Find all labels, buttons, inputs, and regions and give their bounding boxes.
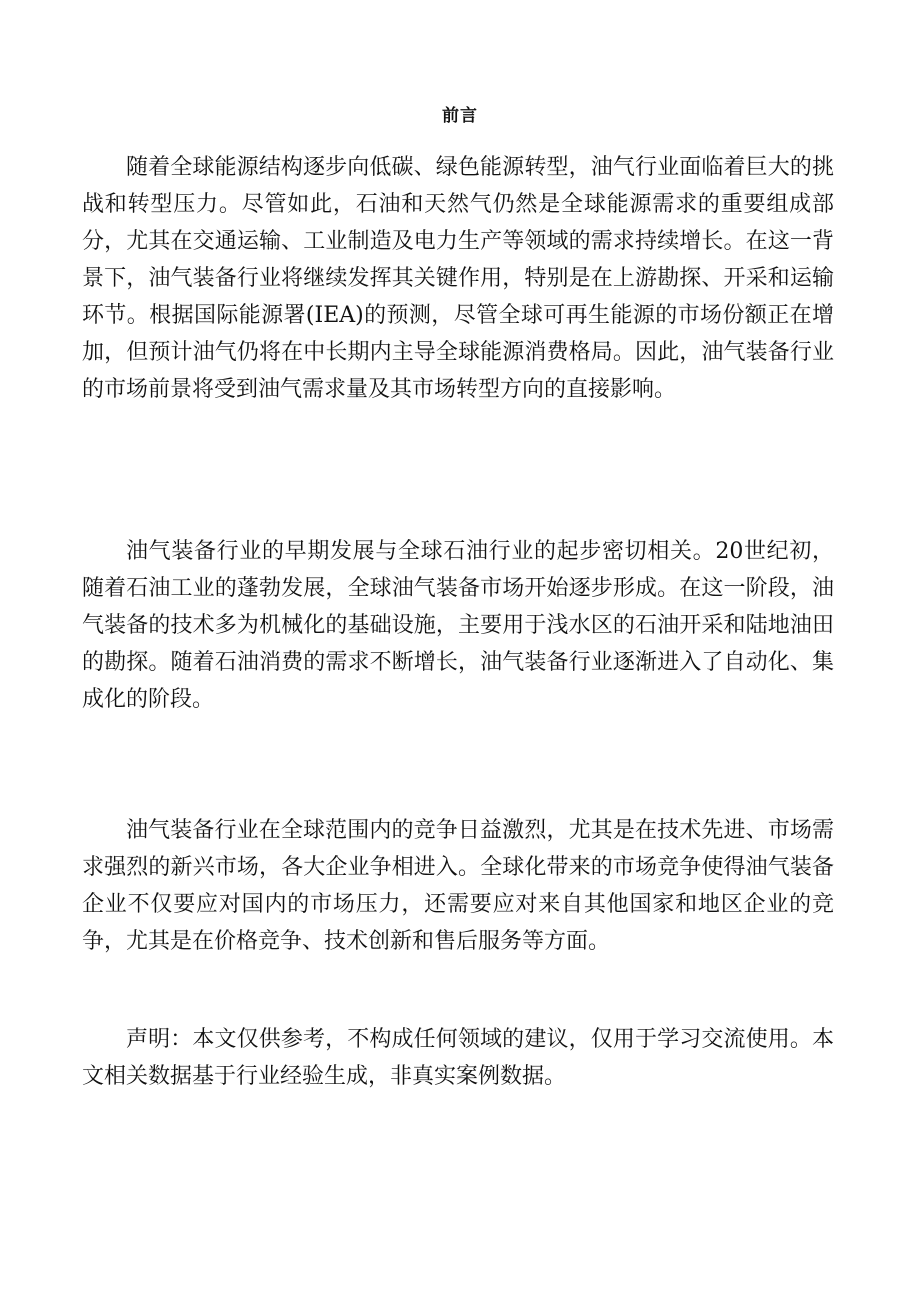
paragraph-disclaimer: 声明：本文仅供参考，不构成任何领域的建议，仅用于学习交流使用。本文相关数据基于行业经验生成，非真实案例数据。 bbox=[82, 1027, 834, 1089]
paragraph-history: 油气装备行业的早期发展与全球石油行业的起步密切相关。20世纪初，随着石油工业的蓬勃发展，全球油气装备市场开始逐步形成。在这一阶段，油气装备的技术多为机械化的基础设施，主要用于浅水区的石油开采和陆地油田的勘探。随着石油消费的需求不断增长，油气装备行业逐渐进入了自动化、集成化的阶段。 bbox=[82, 539, 834, 712]
paragraph-competition: 油气装备行业在全球范围内的竞争日益激烈，尤其是在技术先进、市场需求强烈的新兴市场，各大企业争相进入。全球化带来的市场竞争使得油气装备企业不仅要应对国内的市场压力，还需要应对来自其他国家和地区企业的竞争，尤其是在价格竞争、技术创新和售后服务等方面。 bbox=[82, 818, 834, 954]
document-title: 前言 bbox=[442, 106, 478, 126]
paragraph-intro: 随着全球能源结构逐步向低碳、绿色能源转型，油气行业面临着巨大的挑战和转型压力。尽管如此，石油和天然气仍然是全球能源需求的重要组成部分，尤其在交通运输、工业制造及电力生产等领域的需求持续增长。在这一背景下，油气装备行业将继续发挥其关键作用，特别是在上游勘探、开采和运输环节。根据国际能源署(IEA)的预测，尽管全球可再生能源的市场份额正在增加，但预计油气仍将在中长期内主导全球能源消费格局。因此，油气装备行业的市场前景将受到油气需求量及其市场转型方向的直接影响。 bbox=[82, 155, 834, 402]
